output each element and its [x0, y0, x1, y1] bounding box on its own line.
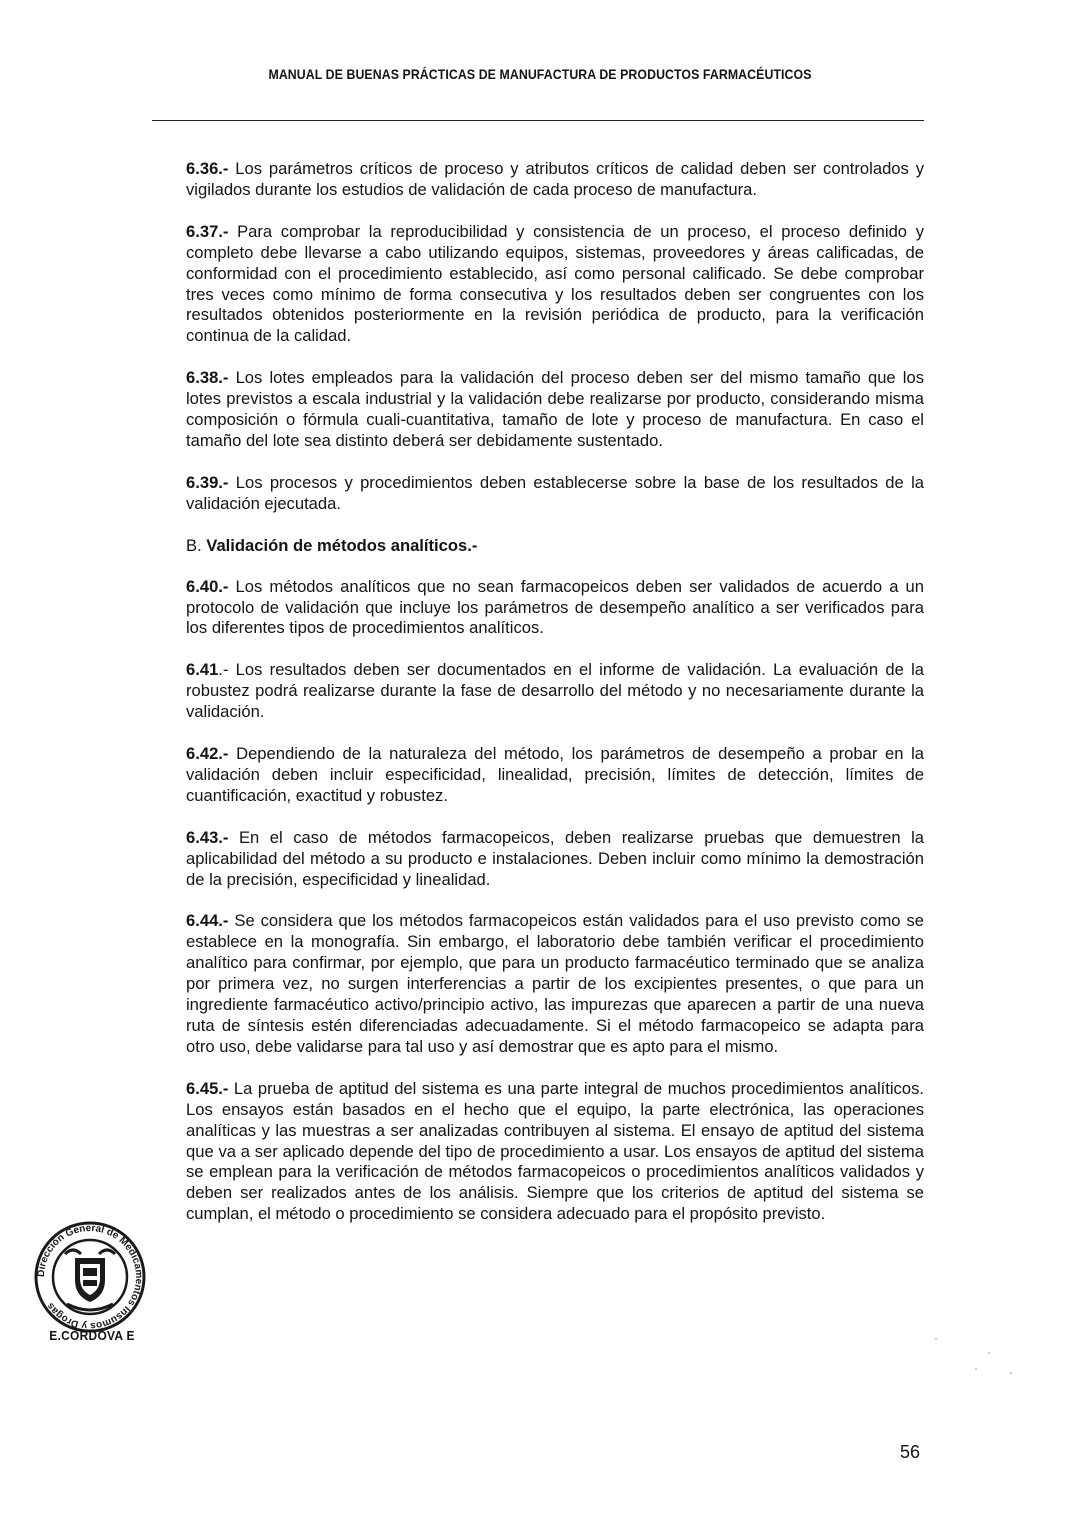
paragraph-text: Los métodos analíticos que no sean farmacopeicos deben ser validados de acuerdo a un protocolo de validación que incluye los parámetros de desempeño analítico a ser verificados para los diferentes tipos de procedimientos analíticos.	[186, 576, 924, 638]
paragraph-6-41	[186, 660, 924, 723]
paragraph-number: 6.42.-	[186, 744, 229, 764]
coat-of-arms-icon	[65, 1250, 115, 1310]
paragraph-number: 6.39.-	[186, 472, 229, 492]
paragraph-6-40	[186, 577, 924, 640]
paragraph-number: 6.45.-	[186, 1078, 229, 1098]
paragraph-text: Los procesos y procedimientos deben establecerse sobre la base de los resultados de la validación ejecutada.	[186, 472, 924, 513]
paragraph-6-44	[186, 911, 924, 1057]
scan-speck	[975, 1368, 977, 1370]
paragraph-text: Los lotes empleados para la validación del proceso deben ser del mismo tamaño que los lotes previstos a escala industrial y la validación debe realizarse por producto, considerando misma composición o fórmula cuali-cuantitativa, tamaño de lote y proceso de manufactura. En caso el tamaño del lote sea distinto deberá ser debidamente sustentado.	[186, 368, 924, 450]
scan-speck	[988, 1352, 990, 1354]
paragraph-text: Para comprobar la reproducibilidad y consistencia de un proceso, el proceso definido y completo debe llevarse a cabo utilizando equipos, sistemas, proveedores y áreas calificadas, de conformidad con el procedimiento establecido, así como personal calificado. Se debe comprobar tres veces como mínimo de forma consecutiva y los resultados deben ser congruentes con los resultados obtenidos posteriormente en la revisión periódica de producto, para la verificación continua de la calidad.	[186, 221, 924, 346]
page-header: MANUAL DE BUENAS PRÁCTICAS DE MANUFACTURA DE PRODUCTOS FARMACÉUTICOS	[268, 66, 812, 82]
paragraph-number: 6.38.-	[186, 368, 229, 388]
seal-ring-text: Dirección General de Medicamentos Insumos y Drogas	[35, 1222, 145, 1332]
header-rule	[152, 120, 924, 121]
paragraph-text: Los parámetros críticos de proceso y atributos críticos de calidad deben ser controlados y vigilados durante los estudios de validación de cada proceso de manufactura.	[186, 159, 924, 199]
paragraph-6-45	[186, 1079, 924, 1225]
paragraph-number: 6.41	[186, 660, 219, 680]
paragraph-number: 6.40.-	[186, 576, 229, 596]
section-heading-b	[186, 536, 924, 557]
paragraph-number: 6.43.-	[186, 827, 229, 847]
scan-speck	[1010, 1372, 1012, 1374]
signature-name: E.CÓRDOVA E	[49, 1328, 135, 1343]
paragraph-number: 6.37.-	[186, 221, 229, 241]
scan-speck	[935, 1338, 937, 1340]
page-number: 56	[899, 1442, 920, 1462]
paragraph-6-43	[186, 828, 924, 891]
paragraph-6-37	[186, 222, 924, 347]
paragraph-text: La prueba de aptitud del sistema es una parte integral de muchos procedimientos analíticos. Los ensayos están basados en el hecho que el equipo, la parte electrónica, las operaciones analíticas y las muestras a ser analizadas contribuyen al sistema. El ensayo de aptitud del sistema que va a ser aplicado depende del tipo de procedimiento a usar. Los ensayos de aptitud del sistema se emplean para la verificación de métodos farmacopeicos o procedimientos analíticos validados y deben ser realizados antes de los análisis. Siempre que los criterios de aptitud del sistema se cumplan, el método o procedimiento se considera adecuado para el propósito previsto.	[186, 1078, 924, 1224]
paragraph-6-39	[186, 473, 924, 515]
paragraph-text: Se considera que los métodos farmacopeicos están validados para el uso previsto como se establece en la monografía. Sin embargo, el laboratorio debe también verificar el procedimiento analítico para confirmar, por ejemplo, que para un producto farmacéutico terminado que se analiza por primera vez, no surgen interferencias a partir de los excipientes presentes, o que para un ingrediente farmacéutico activo/principio activo, las impurezas que aparecen a partir de una nueva ruta de síntesis estén diferenciadas adecuadamente. Si el método farmacopeico se adapta para otro uso, debe validarse para tal uso y así demostrar que es apto para el mismo.	[186, 911, 924, 1056]
paragraph-6-38	[186, 368, 924, 452]
paragraph-text: Dependiendo de la naturaleza del método, los parámetros de desempeño a probar en la validación deben incluir especificidad, linealidad, precisión, límites de detección, límites de cuantificación, exactitud y robustez.	[186, 744, 924, 805]
paragraph-6-42	[186, 744, 924, 807]
paragraph-text: .- Los resultados deben ser documentados en el informe de validación. La evaluación de la robustez podrá realizarse durante la fase de desarrollo del método y no necesariamente durante la validación.	[186, 660, 924, 722]
paragraph-text: En el caso de métodos farmacopeicos, deben realizarse pruebas que demuestren la aplicabilidad del método a su producto e instalaciones. Deben incluir como mínimo la demostración de la precisión, especificidad y linealidad.	[186, 827, 924, 889]
paragraph-number: 6.36.-	[186, 159, 229, 178]
section-letter: B.	[186, 535, 207, 555]
section-title: Validación de métodos analíticos.-	[206, 535, 478, 555]
paragraph-6-36	[186, 159, 924, 201]
document-body	[186, 159, 924, 1246]
paragraph-number: 6.44.-	[186, 911, 229, 931]
official-seal-stamp	[25, 1220, 155, 1335]
